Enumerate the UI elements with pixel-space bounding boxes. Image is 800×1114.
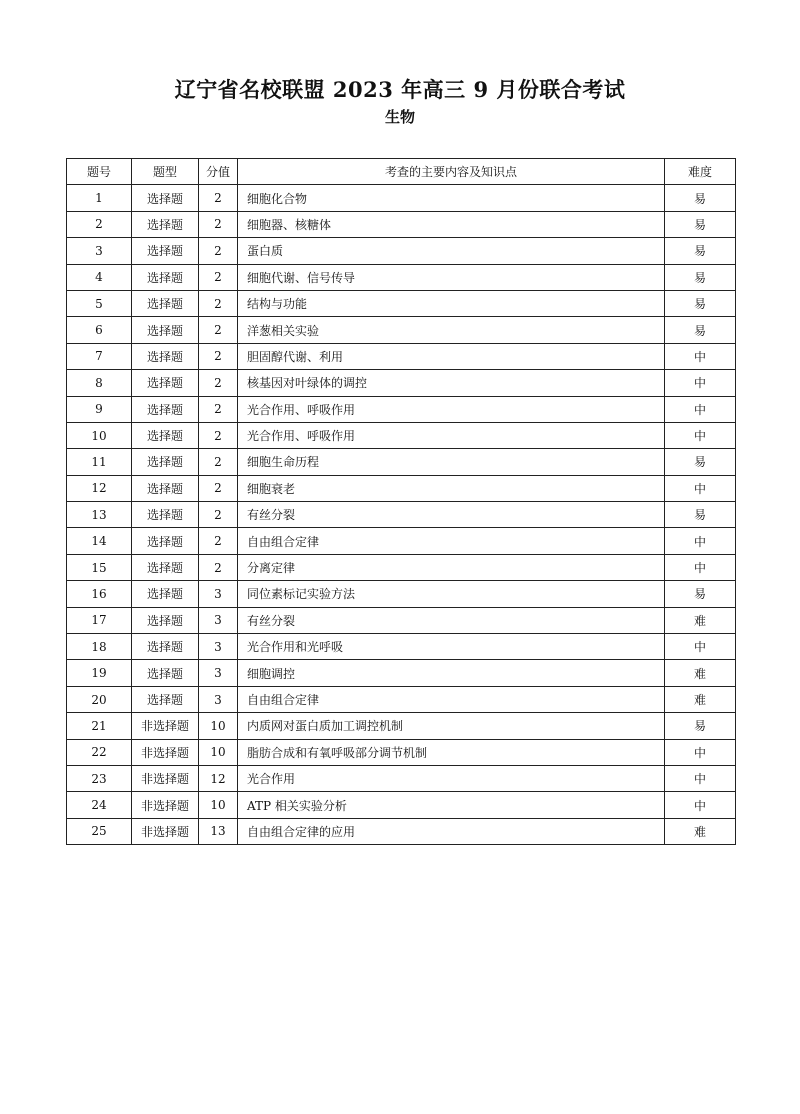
difficulty-cell: 易 [665,449,736,475]
table-row [67,343,736,369]
score-cell: 3 [199,686,238,712]
question-type-cell: 选择题 [132,554,199,580]
content-cell: 结构与功能 [238,290,665,316]
question-number-cell: 12 [67,475,132,501]
content-cell: 自由组合定律 [238,528,665,554]
question-type-cell: 选择题 [132,686,199,712]
score-cell: 3 [199,660,238,686]
difficulty-cell: 易 [665,264,736,290]
table-row [67,818,736,844]
content-cell: 光合作用和光呼吸 [238,634,665,660]
table-row [67,739,736,765]
question-number-cell: 15 [67,554,132,580]
table-row [67,660,736,686]
score-cell: 12 [199,765,238,791]
page-subtitle: 生物 [384,108,415,126]
difficulty-cell: 中 [665,475,736,501]
content-cell: 蛋白质 [238,238,665,264]
table-row [67,317,736,343]
content-cell: ATP 相关实验分析 [238,792,665,818]
score-cell: 2 [199,396,238,422]
question-number-cell: 14 [67,528,132,554]
table-row [67,370,736,396]
difficulty-cell: 中 [665,765,736,791]
difficulty-cell: 中 [665,528,736,554]
score-cell: 2 [199,264,238,290]
difficulty-cell: 中 [665,370,736,396]
question-number-cell: 9 [67,396,132,422]
difficulty-cell: 易 [665,185,736,211]
score-cell: 2 [199,370,238,396]
score-cell: 13 [199,818,238,844]
content-cell: 有丝分裂 [238,502,665,528]
content-cell: 细胞调控 [238,660,665,686]
question-type-cell: 选择题 [132,317,199,343]
question-type-cell: 选择题 [132,475,199,501]
question-number-cell: 11 [67,449,132,475]
question-number-cell: 17 [67,607,132,633]
content-cell: 内质网对蛋白质加工调控机制 [238,713,665,739]
column-header-question-number: 题号 [67,159,132,185]
question-number-cell: 10 [67,422,132,448]
question-type-cell: 选择题 [132,370,199,396]
difficulty-cell: 难 [665,660,736,686]
question-number-cell: 23 [67,765,132,791]
question-number-cell: 7 [67,343,132,369]
score-cell: 2 [199,290,238,316]
question-type-cell: 非选择题 [132,765,199,791]
question-number-cell: 4 [67,264,132,290]
question-number-cell: 18 [67,634,132,660]
difficulty-cell: 易 [665,290,736,316]
content-cell: 自由组合定律 [238,686,665,712]
difficulty-cell: 中 [665,554,736,580]
table-row [67,607,736,633]
score-cell: 2 [199,343,238,369]
question-number-cell: 22 [67,739,132,765]
content-cell: 有丝分裂 [238,607,665,633]
score-cell: 2 [199,502,238,528]
table-row [67,581,736,607]
score-cell: 2 [199,211,238,237]
question-type-cell: 选择题 [132,264,199,290]
question-number-cell: 19 [67,660,132,686]
question-type-cell: 选择题 [132,449,199,475]
question-type-cell: 选择题 [132,607,199,633]
score-cell: 2 [199,554,238,580]
difficulty-cell: 易 [665,713,736,739]
question-number-cell: 5 [67,290,132,316]
table-body [67,185,736,845]
table-row [67,528,736,554]
content-cell: 洋葱相关实验 [238,317,665,343]
difficulty-cell: 中 [665,739,736,765]
difficulty-cell: 中 [665,343,736,369]
content-cell: 细胞代谢、信号传导 [238,264,665,290]
content-cell: 胆固醇代谢、利用 [238,343,665,369]
content-cell: 光合作用 [238,765,665,791]
question-type-cell: 非选择题 [132,818,199,844]
score-cell: 3 [199,581,238,607]
difficulty-cell: 中 [665,422,736,448]
question-type-cell: 选择题 [132,396,199,422]
question-type-cell: 选择题 [132,343,199,369]
question-number-cell: 1 [67,185,132,211]
question-number-cell: 24 [67,792,132,818]
question-type-cell: 选择题 [132,528,199,554]
question-type-cell: 选择题 [132,660,199,686]
question-type-cell: 选择题 [132,185,199,211]
score-cell: 3 [199,607,238,633]
question-number-cell: 21 [67,713,132,739]
table-row [67,185,736,211]
score-cell: 2 [199,317,238,343]
difficulty-cell: 中 [665,634,736,660]
question-number-cell: 2 [67,211,132,237]
score-cell: 2 [199,185,238,211]
content-cell: 光合作用、呼吸作用 [238,396,665,422]
difficulty-cell: 易 [665,211,736,237]
table-row [67,264,736,290]
difficulty-cell: 易 [665,317,736,343]
question-type-cell: 选择题 [132,422,199,448]
content-cell: 细胞化合物 [238,185,665,211]
table-row [67,713,736,739]
difficulty-cell: 易 [665,502,736,528]
score-cell: 3 [199,634,238,660]
page-title: 辽宁省名校联盟 2023 年高三 9 月份联合考试 [174,77,626,102]
difficulty-cell: 易 [665,238,736,264]
content-cell: 核基因对叶绿体的调控 [238,370,665,396]
table-row [67,502,736,528]
question-number-cell: 3 [67,238,132,264]
content-cell: 细胞生命历程 [238,449,665,475]
content-cell: 细胞衰老 [238,475,665,501]
question-number-cell: 16 [67,581,132,607]
question-type-cell: 选择题 [132,290,199,316]
difficulty-cell: 中 [665,396,736,422]
exam-spec-table [66,158,736,845]
question-type-cell: 非选择题 [132,739,199,765]
table-row [67,449,736,475]
content-cell: 同位素标记实验方法 [238,581,665,607]
question-type-cell: 选择题 [132,502,199,528]
table-row [67,765,736,791]
table-row [67,238,736,264]
question-type-cell: 选择题 [132,211,199,237]
question-type-cell: 非选择题 [132,713,199,739]
table-row [67,290,736,316]
table-row [67,554,736,580]
question-type-cell: 选择题 [132,634,199,660]
content-cell: 分离定律 [238,554,665,580]
table-header-row [67,159,736,185]
difficulty-cell: 易 [665,581,736,607]
question-number-cell: 6 [67,317,132,343]
difficulty-cell: 中 [665,792,736,818]
difficulty-cell: 难 [665,686,736,712]
table-row [67,211,736,237]
question-number-cell: 25 [67,818,132,844]
table-row [67,422,736,448]
table-row [67,396,736,422]
content-cell: 自由组合定律的应用 [238,818,665,844]
score-cell: 10 [199,739,238,765]
column-header-content: 考查的主要内容及知识点 [238,159,665,185]
difficulty-cell: 难 [665,818,736,844]
table-row [67,634,736,660]
question-number-cell: 13 [67,502,132,528]
column-header-difficulty: 难度 [665,159,736,185]
difficulty-cell: 难 [665,607,736,633]
score-cell: 10 [199,792,238,818]
score-cell: 2 [199,449,238,475]
table-row [67,686,736,712]
score-cell: 2 [199,475,238,501]
table-row [67,792,736,818]
question-type-cell: 选择题 [132,238,199,264]
question-type-cell: 非选择题 [132,792,199,818]
question-number-cell: 8 [67,370,132,396]
table-row [67,475,736,501]
content-cell: 光合作用、呼吸作用 [238,422,665,448]
score-cell: 2 [199,528,238,554]
content-cell: 脂肪合成和有氧呼吸部分调节机制 [238,739,665,765]
question-number-cell: 20 [67,686,132,712]
score-cell: 2 [199,238,238,264]
question-type-cell: 选择题 [132,581,199,607]
score-cell: 10 [199,713,238,739]
score-cell: 2 [199,422,238,448]
content-cell: 细胞器、核糖体 [238,211,665,237]
column-header-score: 分值 [199,159,238,185]
column-header-question-type: 题型 [132,159,199,185]
